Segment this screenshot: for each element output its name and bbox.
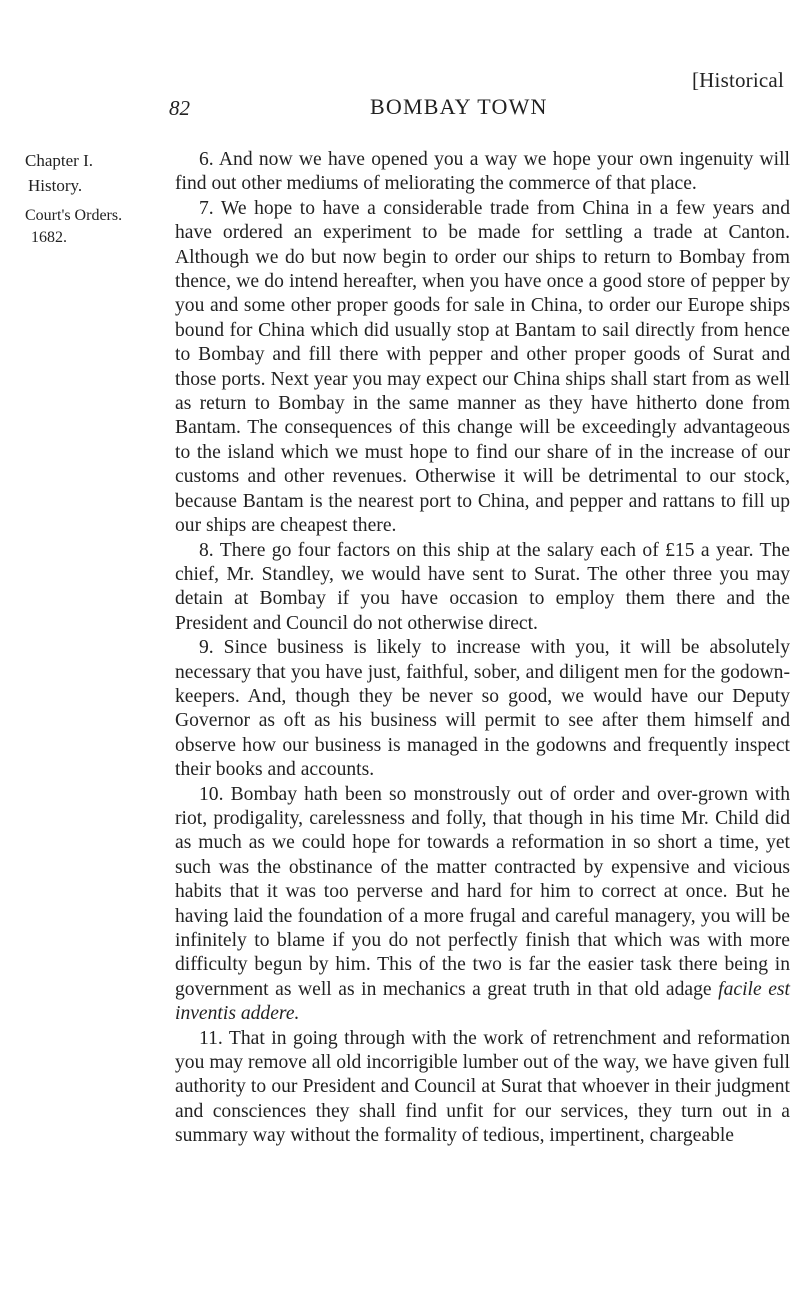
paragraph-text: 10. Bombay hath been so monstrously out of order and over-grown with riot, prodigality, carelessness and folly, that though in his time Mr. Child did as much as we could hope for towards a reformation in so short a time, yet such was the obstinance of the matter contracted by expensive and vicious habits that it was too perverse and hard for him to correct at once. But he having laid the foundation of a more frugal and careful managery, you will be infinitely to blame if you do not perfectly finish that which was with more difficulty begun by him. This of the two is far the easier task there being in government as well as in mechanics a great truth in that old adage (175, 783, 790, 1000)
paragraph-text: 8. There go four factors on this ship at the salary each of £15 a year. The chief, Mr. Standley, we would have sent to Surat. The other three you may detain at Bombay if you have occasion to employ them there and the President and Council do not otherwise direct. (175, 539, 790, 634)
margin-chapter: Chapter I. (25, 151, 93, 170)
paragraph-6 (175, 148, 790, 197)
paragraph-text: 7. We hope to have a considerable trade from China in a few years and have ordered an experiment to be made for settling a trade at Canton. Although we do but now begin to order our ships to return to Bombay from thence, we do intend hereafter, when you have once a good store of pepper by you and some other proper goods for sale in China, to order our Europe ships bound for China which did usually stop at Bantam to sail directly from hence to Bombay and fill there with pepper and other proper goods of Surat and those ports. Next year you may expect our China ships shall start from as well as return to Bombay in the same manner as they have hitherto done from Bantam. The consequences of this change will be exceedingly advantageous to the island which we must hope to find our share of in the increase of our customs and other revenues. Otherwise it will be detrimental to our stock, because Bantam is the nearest port to China, and pepper and rattans to fill up our ships are cheapest there. (175, 197, 790, 537)
paragraph-text: 6. And now we have opened you a way we hope your own ingenuity will find out other mediums of meliorating the commerce of that place. (175, 149, 790, 195)
margin-year: 1682. (31, 229, 67, 246)
margin-history: History. (28, 176, 83, 195)
body-text (175, 148, 790, 1149)
section-label: [Historical (691, 68, 784, 92)
paragraph-9 (175, 636, 790, 782)
paragraph-8 (175, 539, 790, 637)
margin-notes (25, 150, 145, 249)
page-number: 82 (169, 96, 190, 120)
paragraph-7 (175, 197, 790, 539)
paragraph-text: 11. That in going through with the work of retrenchment and reformation you may remove all old incorrigible lumber out of the way, we have given full authority to our President and Council at Surat that whoever in their judgment and consciences they shall find unfit for our services, they turn out in a summary way without the formality of tedious, impertinent, chargeable (175, 1027, 790, 1147)
margin-orders: Court's Orders. (25, 207, 123, 224)
latin-adage: facile est inventis addere. (175, 978, 790, 1025)
paragraph-11 (175, 1027, 790, 1149)
running-title: BOMBAY TOWN (370, 94, 548, 119)
paragraph-10 (175, 783, 790, 1027)
page-header (0, 0, 800, 120)
paragraph-text: 9. Since business is likely to increase with you, it will be absolutely necessary that you have just, faithful, sober, and diligent men for the godown-keepers. And, though they be never so good, we would have our Deputy Governor as oft as his business will permit to see after them himself and observe how our business is managed in the godowns and frequently inspect their books and accounts. (175, 637, 790, 781)
